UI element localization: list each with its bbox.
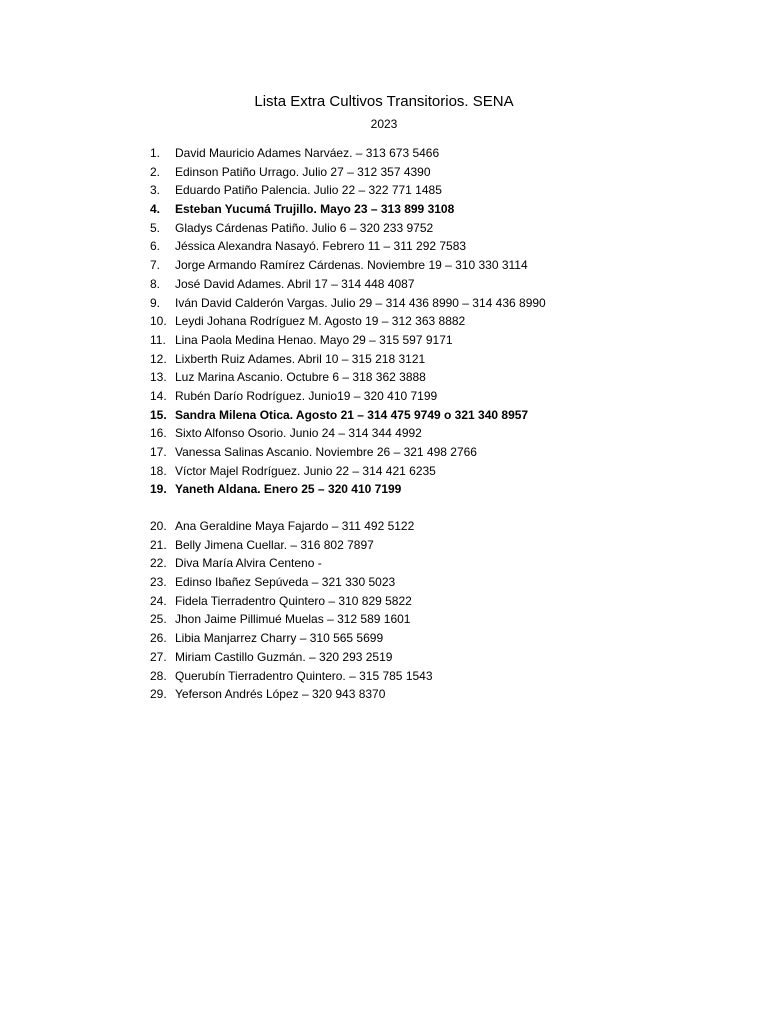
document-year: 2023 [370, 117, 398, 131]
list-item-number: 14. [150, 388, 167, 403]
list-item-number: 5. [150, 220, 161, 235]
list-item-text: Yaneth Aldana. Enero 25 – 320 410 7199 [175, 482, 402, 497]
list-item-text: Diva María Alvira Centeno - [175, 556, 322, 571]
list-item-number: 20. [150, 519, 167, 533]
list-item-number: 7. [150, 258, 161, 273]
list-item-number: 4. [150, 202, 161, 217]
list-item-number: 12. [150, 351, 167, 366]
list-item-number: 2. [150, 164, 161, 179]
list-item-number: 18. [150, 463, 167, 478]
list-item-number: 8. [150, 276, 161, 291]
list-item-text: Eduardo Patiño Palencia. Julio 22 – 322 771 1485 [175, 183, 442, 198]
list-item-text: Ana Geraldine Maya Fajardo – 311 492 5122 [175, 519, 415, 533]
list-item-text: Gladys Cárdenas Patiño. Julio 6 – 320 233 9752 [175, 220, 434, 235]
list-item-number: 3. [150, 183, 161, 198]
list-item-text: Jhon Jaime Pillimué Muelas – 312 589 1601 [175, 612, 411, 627]
list-item-number: 17. [150, 445, 167, 459]
list-item-text: Leydi Johana Rodríguez M. Agosto 19 – 312 363 8882 [175, 314, 466, 329]
list-item-text: Belly Jimena Cuellar. – 316 802 7897 [175, 537, 374, 552]
list-item-text: Miriam Castillo Guzmán. – 320 293 2519 [175, 649, 393, 664]
list-item-text: Yeferson Andrés López – 320 943 8370 [175, 687, 386, 702]
list-item-number: 21. [150, 537, 167, 552]
list-item-text: Edinson Patiño Urrago. Julio 27 – 312 357 4390 [175, 164, 431, 179]
list-item-text: Libia Manjarrez Charry – 310 565 5699 [175, 631, 384, 646]
document-title: Lista Extra Cultivos Transitorios. SENA [254, 93, 514, 110]
list-item-text: Víctor Majel Rodríguez. Junio 22 – 314 421 6235 [175, 463, 436, 478]
list-item-text: Vanessa Salinas Ascanio. Noviembre 26 – 321 498 2766 [175, 445, 477, 459]
list-item-number: 6. [150, 239, 161, 254]
list-item-number: 22. [150, 556, 167, 571]
list-item-number: 15. [150, 407, 167, 422]
list-item-number: 16. [150, 426, 167, 441]
list-item-text: Edinso Ibañez Sepúveda – 321 330 5023 [175, 575, 396, 590]
list-item-number: 27. [150, 649, 167, 664]
list-item-text: Iván David Calderón Vargas. Julio 29 – 314 436 8990 – 314 436 8990 [175, 295, 546, 310]
list-item-number: 13. [150, 370, 167, 385]
list-item-text: David Mauricio Adames Narváez. – 313 673 5466 [175, 146, 440, 160]
list-item-text: Sandra Milena Otica. Agosto 21 – 314 475 9749 o 321 340 8957 [175, 407, 529, 422]
list-item-text: Rubén Darío Rodríguez. Junio19 – 320 410 7199 [175, 388, 438, 403]
list-item-number: 23. [150, 575, 167, 590]
list-item-number: 28. [150, 668, 167, 683]
list-item-text: Lixberth Ruiz Adames. Abril 10 – 315 218 3121 [175, 351, 426, 366]
list-item-text: Jorge Armando Ramírez Cárdenas. Noviembre 19 – 310 330 3114 [175, 258, 528, 273]
list-item-text: Fidela Tierradentro Quintero – 310 829 5822 [175, 593, 412, 608]
list-item-number: 1. [150, 146, 161, 160]
list-item-text: José David Adames. Abril 17 – 314 448 4087 [175, 276, 415, 291]
list-item-text: Luz Marina Ascanio. Octubre 6 – 318 362 3888 [175, 370, 426, 385]
list-item-number: 24. [150, 593, 167, 608]
list-item-number: 9. [150, 295, 161, 310]
list-item-number: 19. [150, 482, 167, 497]
list-item-text: Jéssica Alexandra Nasayó. Febrero 11 – 311 292 7583 [175, 239, 467, 254]
list-item-number: 29. [150, 687, 167, 702]
list-item-number: 10. [150, 314, 167, 329]
list-item-text: Esteban Yucumá Trujillo. Mayo 23 – 313 899 3108 [175, 202, 455, 217]
list-item-number: 25. [150, 612, 167, 627]
list-item-text: Querubín Tierradentro Quintero. – 315 785 1543 [175, 668, 433, 683]
list-item-text: Lina Paola Medina Henao. Mayo 29 – 315 597 9171 [175, 332, 453, 347]
list-item-number: 11. [150, 332, 166, 347]
list-item-text: Sixto Alfonso Osorio. Junio 24 – 314 344 4992 [175, 426, 422, 441]
list-item-number: 26. [150, 631, 167, 646]
